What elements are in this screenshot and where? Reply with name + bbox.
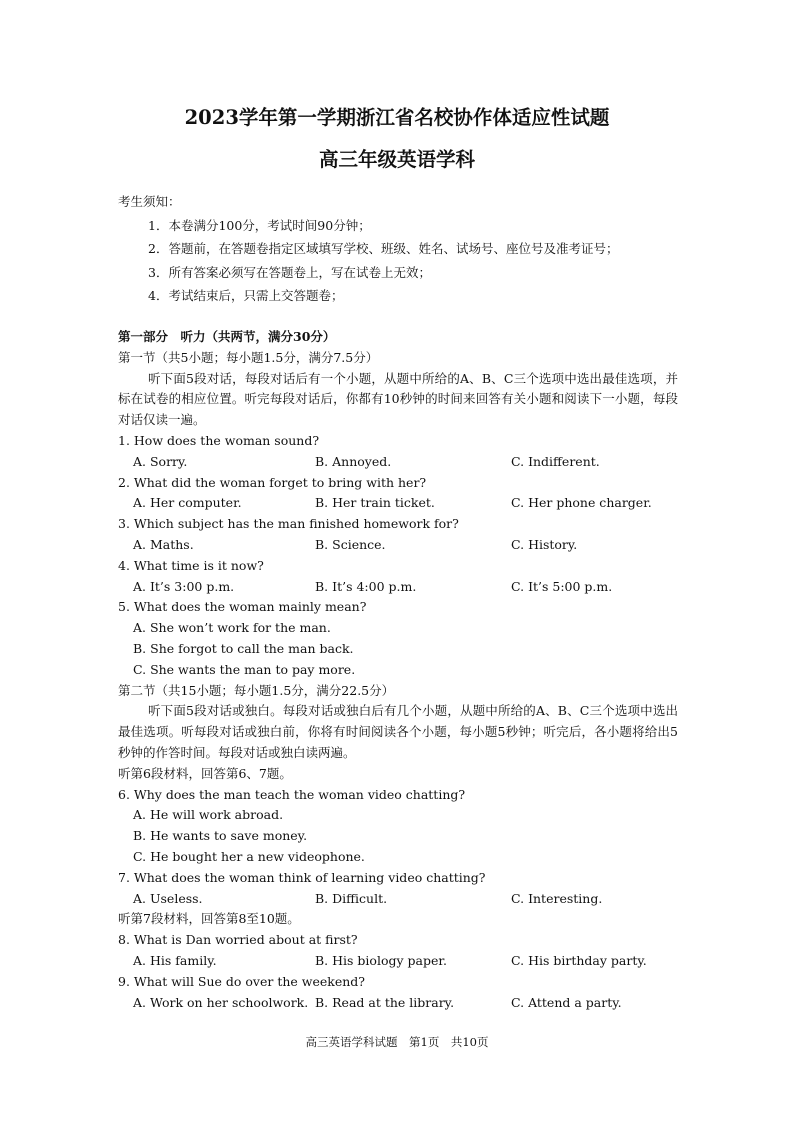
question-options (118, 951, 678, 972)
option-b: B. He wants to save money. (133, 828, 308, 844)
notice-item: 3．所有答案必须写在答题卷上，写在试卷上无效； (148, 264, 431, 280)
option-c: C. Indifferent. (511, 453, 600, 469)
option-a: A. Useless. (133, 890, 203, 906)
option-b: B. His biology paper. (315, 952, 447, 968)
option-a: A. She won’t work for the man. (133, 620, 331, 636)
option-a: A. Her computer. (133, 495, 242, 511)
question-stem: 8. What is Dan worried about at first? (118, 932, 358, 948)
candidate-notice (118, 190, 678, 308)
page-footer: 高三英语学科试题 第1页 共10页 (305, 1035, 489, 1049)
option-b: B. Annoyed. (315, 453, 392, 469)
notice-heading: 考生须知： (118, 194, 181, 209)
option-c: C. His birthday party. (511, 952, 647, 968)
question-stem: 2. What did the woman forget to bring with her? (118, 474, 427, 490)
option-c: C. He bought her a new videophone. (133, 848, 365, 864)
question-options (118, 452, 678, 473)
section2-instructions: 听下面5段对话或独白。每段对话或独白后有几个小题，从题中所给的A、B、C三个选项中选出最佳选项。听每段对话或独白前，你将有时间阅读各个小题，每小题5秒钟；听完后，各小题将给出5秒钟的作答时间。每段对话或独白读两遍。 (118, 703, 678, 760)
question-stem: 6. Why does the man teach the woman video chatting? (118, 786, 466, 802)
notice-item: 1．本卷满分100分，考试时间90分钟； (148, 217, 371, 233)
notice-item: 2．答题前，在答题卷指定区域填写学校、班级、姓名、试场号、座位号及准考证号； (148, 241, 619, 256)
question-stem: 4. What time is it now? (118, 557, 264, 573)
option-b: B. Her train ticket. (315, 495, 435, 511)
section1-instructions: 听下面5段对话，每段对话后有一个小题，从题中所给的A、B、C三个选项中选出最佳选项，并标在试卷的相应位置。听完每段对话后，你都有10秒钟的时间来回答有关小题和阅读下一小题，每段对话仅读一遍。 (118, 370, 678, 428)
exam-subtitle: 高三年级英语学科 (318, 148, 475, 171)
question-options (118, 535, 678, 556)
section2-heading: 第二节（共15小题；每小题1.5分，满分22.5分） (118, 682, 395, 698)
question-options (118, 493, 678, 514)
option-b: B. Difficult. (315, 890, 388, 906)
option-b: B. Read at the library. (315, 994, 455, 1010)
exam-title: 2023学年第一学期浙江省名校协作体适应性试题 (184, 106, 610, 129)
part1-heading: 第一部分 听力（共两节，满分30分） (118, 329, 336, 344)
question-stem: 5. What does the woman mainly mean? (118, 599, 367, 615)
option-c: C. Attend a party. (511, 994, 622, 1010)
option-b: B. She forgot to call the man back. (133, 640, 354, 656)
question-stem: 9. What will Sue do over the weekend? (118, 973, 365, 989)
option-c: C. History. (511, 536, 578, 552)
question-options (118, 889, 678, 910)
material-note: 听第6段材料，回答第6、7题。 (118, 765, 292, 781)
question-stem: 3. Which subject has the man finished homework for? (118, 516, 459, 532)
notice-item: 4．考试结束后，只需上交答题卷； (148, 288, 344, 303)
question-stem: 1. How does the woman sound? (118, 432, 320, 448)
option-c: C. She wants the man to pay more. (133, 661, 356, 677)
option-a: A. Maths. (133, 536, 194, 552)
option-b: B. Science. (315, 536, 386, 552)
question-options (118, 577, 678, 598)
option-c: C. It’s 5:00 p.m. (511, 578, 613, 594)
option-a: A. It’s 3:00 p.m. (133, 578, 235, 594)
option-c: C. Her phone charger. (511, 495, 652, 511)
material-note: 听第7段材料，回答第8至10题。 (118, 911, 300, 927)
option-a: A. Work on her schoolwork. (133, 994, 309, 1010)
option-b: B. It’s 4:00 p.m. (315, 578, 417, 594)
listening-part (118, 327, 678, 1013)
option-c: C. Interesting. (511, 890, 603, 906)
section1-heading: 第一节（共5小题；每小题1.5分，满分7.5分） (118, 349, 379, 365)
option-a: A. He will work abroad. (133, 807, 284, 823)
option-a: A. His family. (133, 952, 217, 968)
question-options (118, 993, 678, 1014)
option-a: A. Sorry. (133, 453, 188, 469)
question-stem: 7. What does the woman think of learning video chatting? (118, 869, 486, 885)
